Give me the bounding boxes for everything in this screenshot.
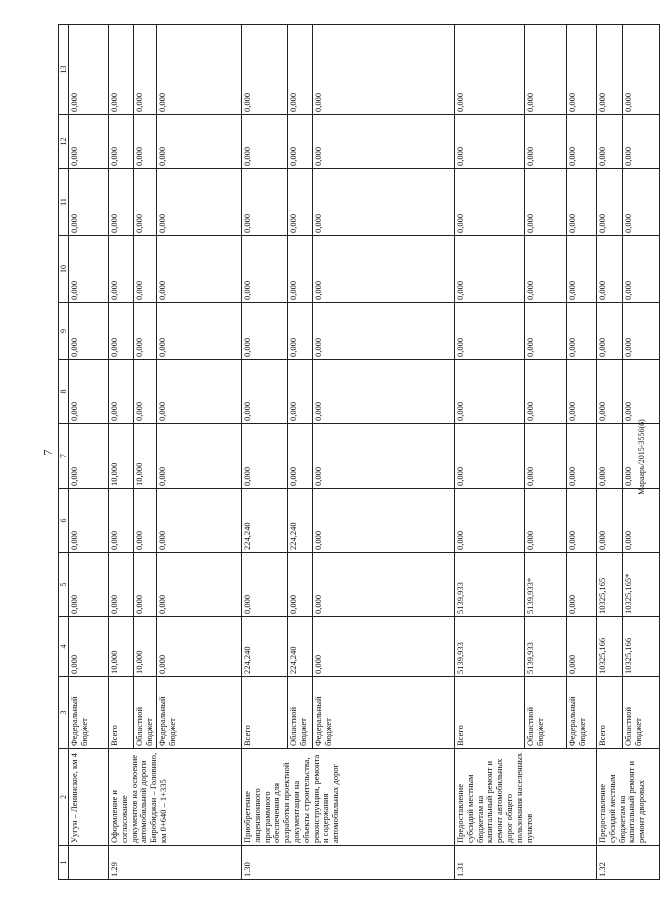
- item-number: 1.31: [455, 846, 597, 880]
- amount-cell: 0,000: [313, 553, 455, 617]
- amount-cell: 0,000: [242, 169, 288, 236]
- amount-cell: 0,000: [313, 303, 455, 360]
- header-cell: 9: [59, 303, 69, 360]
- header-cell: 10: [59, 236, 69, 303]
- amount-cell: 0,000: [69, 489, 109, 553]
- amount-cell: 10325,166: [597, 617, 623, 677]
- amount-cell: 0,000: [134, 25, 157, 115]
- header-cell: 1: [59, 846, 69, 880]
- item-number: 1.29: [109, 846, 242, 880]
- funding-source: Федеральный бюджет: [69, 677, 109, 749]
- amount-cell: 0,000: [157, 169, 242, 236]
- amount-cell: 0,000: [313, 489, 455, 553]
- amount-cell: 0,000: [525, 424, 567, 489]
- amount-cell: 0,000: [109, 303, 134, 360]
- funding-source: Областной бюджет: [525, 677, 567, 749]
- amount-cell: 0,000: [69, 360, 109, 424]
- amount-cell: 0,000: [288, 236, 313, 303]
- amount-cell: 0,000: [623, 303, 660, 360]
- amount-cell: 10325,166: [623, 617, 660, 677]
- header-cell: 13: [59, 25, 69, 115]
- amount-cell: 0,000: [69, 303, 109, 360]
- amount-cell: 0,000: [455, 169, 525, 236]
- amount-cell: 0,000: [313, 115, 455, 169]
- amount-cell: 0,000: [242, 424, 288, 489]
- page-number: 7: [40, 449, 55, 456]
- funding-source: Всего: [597, 677, 623, 749]
- amount-cell: 5139,933*: [525, 553, 567, 617]
- amount-cell: 0,000: [313, 617, 455, 677]
- table-row: [109, 25, 134, 880]
- amount-cell: 0,000: [455, 489, 525, 553]
- amount-cell: 0,000: [623, 115, 660, 169]
- funding-source: Федеральный бюджет: [567, 677, 597, 749]
- amount-cell: 0,000: [288, 115, 313, 169]
- amount-cell: 0,000: [288, 424, 313, 489]
- amount-cell: 0,000: [623, 360, 660, 424]
- amount-cell: 0,000: [109, 553, 134, 617]
- amount-cell: 0,000: [157, 236, 242, 303]
- amount-cell: 0,000: [567, 169, 597, 236]
- amount-cell: 0,000: [455, 236, 525, 303]
- amount-cell: 0,000: [69, 115, 109, 169]
- funding-source: Всего: [455, 677, 525, 749]
- header-cell: 3: [59, 677, 69, 749]
- amount-cell: 0,000: [242, 25, 288, 115]
- item-name: Предоставление субсидий местным бюджетам на капитальный ремонт и ремонт дворовых: [597, 749, 660, 846]
- amount-cell: 0,000: [134, 553, 157, 617]
- amount-cell: 0,000: [157, 617, 242, 677]
- amount-cell: 0,000: [313, 25, 455, 115]
- amount-cell: 10325,165*: [623, 553, 660, 617]
- amount-cell: 0,000: [597, 236, 623, 303]
- header-cell: 7: [59, 424, 69, 489]
- amount-cell: 0,000: [69, 553, 109, 617]
- amount-cell: 10,000: [134, 424, 157, 489]
- amount-cell: 10,000: [109, 617, 134, 677]
- amount-cell: 0,000: [455, 303, 525, 360]
- amount-cell: 0,000: [69, 169, 109, 236]
- amount-cell: 0,000: [597, 169, 623, 236]
- amount-cell: 0,000: [157, 115, 242, 169]
- funding-source: Федеральный бюджет: [313, 677, 455, 749]
- amount-cell: 0,000: [157, 303, 242, 360]
- amount-cell: 5139,933: [455, 617, 525, 677]
- amount-cell: 0,000: [134, 115, 157, 169]
- amount-cell: 0,000: [157, 489, 242, 553]
- amount-cell: 0,000: [109, 360, 134, 424]
- amount-cell: 0,000: [597, 303, 623, 360]
- amount-cell: 224,240: [242, 617, 288, 677]
- amount-cell: 0,000: [525, 489, 567, 553]
- table-row: [242, 25, 288, 880]
- amount-cell: 0,000: [567, 360, 597, 424]
- amount-cell: 0,000: [69, 424, 109, 489]
- amount-cell: 0,000: [109, 115, 134, 169]
- amount-cell: 0,000: [157, 553, 242, 617]
- funding-source: Областной бюджет: [288, 677, 313, 749]
- amount-cell: 0,000: [597, 115, 623, 169]
- header-cell: 12: [59, 115, 69, 169]
- table-row: [69, 25, 109, 880]
- amount-cell: 0,000: [157, 25, 242, 115]
- header-cell: 6: [59, 489, 69, 553]
- item-name: Предоставление субсидий местным бюджетам на капитальный ремонт и ремонт автомобильных дорог общего пользования населенных пунктов: [455, 749, 597, 846]
- header-cell: 2: [59, 749, 69, 846]
- header-cell: 5: [59, 553, 69, 617]
- amount-cell: 0,000: [623, 169, 660, 236]
- amount-cell: 0,000: [69, 236, 109, 303]
- amount-cell: 0,000: [69, 25, 109, 115]
- amount-cell: 0,000: [313, 424, 455, 489]
- amount-cell: 0,000: [288, 553, 313, 617]
- amount-cell: 224,240: [288, 617, 313, 677]
- amount-cell: 0,000: [134, 360, 157, 424]
- amount-cell: 0,000: [455, 115, 525, 169]
- amount-cell: 0,000: [567, 25, 597, 115]
- amount-cell: 0,000: [455, 424, 525, 489]
- amount-cell: 0,000: [134, 489, 157, 553]
- amount-cell: 10,000: [134, 617, 157, 677]
- amount-cell: 0,000: [242, 553, 288, 617]
- header-cell: 8: [59, 360, 69, 424]
- amount-cell: 0,000: [525, 25, 567, 115]
- amount-cell: 0,000: [525, 236, 567, 303]
- amount-cell: 0,000: [567, 303, 597, 360]
- funding-source: Федеральный бюджет: [157, 677, 242, 749]
- amount-cell: 10325,165: [597, 553, 623, 617]
- amount-cell: 0,000: [134, 303, 157, 360]
- funding-source: Всего: [242, 677, 288, 749]
- amount-cell: 0,000: [567, 236, 597, 303]
- item-number: 1.32: [597, 846, 660, 880]
- amount-cell: 0,000: [597, 424, 623, 489]
- amount-cell: 0,000: [455, 360, 525, 424]
- amount-cell: 0,000: [597, 360, 623, 424]
- amount-cell: 0,000: [313, 169, 455, 236]
- amount-cell: 0,000: [525, 303, 567, 360]
- amount-cell: 5139,933: [525, 617, 567, 677]
- amount-cell: 0,000: [525, 115, 567, 169]
- item-name: Уугун – Ленинское, км 4: [69, 749, 109, 846]
- item-name: Приобретение лицензионного программного обеспечения для разработки проектной документации на объекты строительства, реконструкции, ремонта и содержания автомобильных дорог: [242, 749, 455, 846]
- amount-cell: 0,000: [157, 360, 242, 424]
- amount-cell: 0,000: [455, 25, 525, 115]
- item-name: Оформление и согласование документов на освоение автомобильной дороги Биробиджан – Головино, км 0+640 – 1+335: [109, 749, 242, 846]
- amount-cell: 0,000: [567, 489, 597, 553]
- funding-source: Всего: [109, 677, 134, 749]
- amount-cell: 0,000: [623, 236, 660, 303]
- amount-cell: 0,000: [288, 25, 313, 115]
- amount-cell: 0,000: [525, 360, 567, 424]
- amount-cell: 0,000: [242, 360, 288, 424]
- amount-cell: 0,000: [623, 25, 660, 115]
- amount-cell: 0,000: [242, 236, 288, 303]
- amount-cell: 0,000: [567, 115, 597, 169]
- amount-cell: 0,000: [567, 617, 597, 677]
- amount-cell: 0,000: [525, 169, 567, 236]
- amount-cell: 0,000: [623, 489, 660, 553]
- amount-cell: 0,000: [288, 169, 313, 236]
- amount-cell: 0,000: [109, 236, 134, 303]
- amount-cell: 5139,933: [455, 553, 525, 617]
- amount-cell: 0,000: [109, 489, 134, 553]
- amount-cell: 0,000: [623, 424, 660, 489]
- amount-cell: 0,000: [597, 25, 623, 115]
- header-cell: 11: [59, 169, 69, 236]
- amount-cell: 0,000: [567, 553, 597, 617]
- amount-cell: 0,000: [134, 169, 157, 236]
- amount-cell: 0,000: [109, 169, 134, 236]
- amount-cell: 10,000: [109, 424, 134, 489]
- amount-cell: 0,000: [313, 360, 455, 424]
- amount-cell: 0,000: [134, 236, 157, 303]
- amount-cell: 0,000: [597, 489, 623, 553]
- header-cell: 4: [59, 617, 69, 677]
- amount-cell: 0,000: [288, 303, 313, 360]
- amount-cell: 0,000: [313, 236, 455, 303]
- funding-source: Областной бюджет: [134, 677, 157, 749]
- amount-cell: 0,000: [242, 115, 288, 169]
- header-row: [59, 25, 69, 880]
- item-number: 1.30: [242, 846, 455, 880]
- funding-source: Областной бюджет: [623, 677, 660, 749]
- document-code: Мараарь/2015-3556(6): [637, 419, 646, 495]
- budget-table: [58, 24, 660, 880]
- amount-cell: 0,000: [69, 617, 109, 677]
- table-row: [597, 25, 623, 880]
- amount-cell: 0,000: [157, 424, 242, 489]
- amount-cell: 224,240: [242, 489, 288, 553]
- amount-cell: 224,240: [288, 489, 313, 553]
- amount-cell: 0,000: [288, 360, 313, 424]
- table-row: [455, 25, 525, 880]
- item-number: [69, 846, 109, 880]
- amount-cell: 0,000: [567, 424, 597, 489]
- amount-cell: 0,000: [109, 25, 134, 115]
- amount-cell: 0,000: [242, 303, 288, 360]
